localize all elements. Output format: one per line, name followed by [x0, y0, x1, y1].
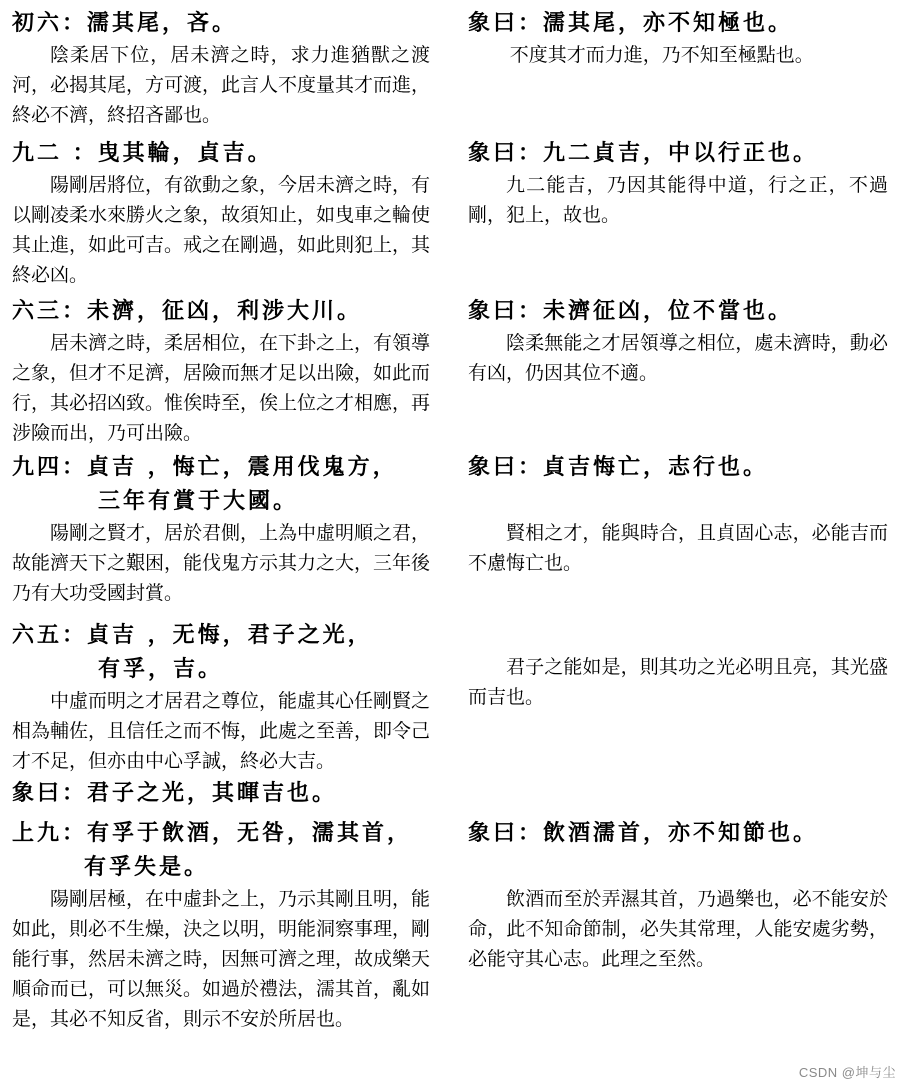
xiang-chu-liu: [468, 6, 888, 70]
yao-jiu-er: [12, 136, 430, 290]
yao-heading-line-2: 有孚，吉。: [98, 656, 224, 682]
yao-heading: 六三：未濟，征凶，利涉大川。: [12, 298, 363, 324]
xiang-jiu-si: [468, 450, 888, 578]
yao-heading: 初六：濡其尾，吝。: [12, 10, 238, 36]
xiang-shang-jiu: [468, 816, 888, 974]
csdn-watermark: CSDN @坤与尘: [798, 1065, 896, 1080]
xiang-heading: 象曰：未濟征凶，位不當也。: [468, 298, 794, 324]
yao-chu-liu: [12, 6, 430, 130]
xiang-liu-wu: [468, 652, 888, 712]
yao-heading: [12, 450, 430, 518]
xiang-commentary: 賢相之才，能與時合，且貞固心志，必能吉而不慮悔亡也。: [468, 522, 888, 574]
yao-commentary: 陽剛之賢才，居於君側，上為中虛明順之君，故能濟天下之艱困，能伐鬼方示其力之大，三年後乃有大功受國封賞。: [12, 522, 431, 604]
yao-heading: [12, 816, 430, 884]
xiang-heading: 象曰：九二貞吉，中以行正也。: [468, 140, 819, 166]
yao-heading-line-1: 上九：有孚于飲酒，无咎，濡其首，: [12, 820, 413, 846]
xiang-heading: 象曰：飲酒濡首，亦不知節也。: [468, 820, 819, 846]
yao-heading-line-2: 有孚失是。: [84, 854, 210, 880]
yao-heading-line-1: 九四：貞吉 ，悔亡，震用伐鬼方，: [12, 454, 398, 480]
xiang-heading: 象曰：君子之光，其暉吉也。: [12, 780, 338, 806]
xiang-commentary: 陰柔無能之才居領導之相位，處未濟時，動必有凶，仍因其位不適。: [468, 332, 888, 384]
yao-commentary: 陽剛居極，在中虛卦之上，乃示其剛且明，能如此，則必不生燥，決之以明，明能洞察事理，剛能行事，然居未濟之時，因無可濟之理，故成樂天順命而已，可以無災。如過於禮法，濡其首，亂如是，其必不知反省，則示不安於所居也。: [12, 888, 431, 1030]
xiang-heading: 象曰：濡其尾，亦不知極也。: [468, 10, 794, 36]
xiang-heading: 象曰：貞吉悔亡，志行也。: [468, 454, 769, 480]
xiang-jiu-er: [468, 136, 888, 230]
yao-commentary: 居未濟之時，柔居相位，在下卦之上，有領導之象，但才不足濟，居險而無才足以出險，如此而行，其必招凶致。惟俟時至，俟上位之才相應，再涉險而出，乃可出險。: [12, 332, 431, 444]
yao-liu-wu: [12, 618, 430, 810]
yao-heading-line-2: 三年有賞于大國。: [98, 488, 299, 514]
yao-commentary: 中虛而明之才居君之尊位，能虛其心任剛賢之相為輔佐，且信任之而不悔，此處之至善，即令己才不足，但亦由中心孚誠，終必大吉。: [12, 690, 431, 772]
xiang-liu-san: [468, 294, 888, 388]
xiang-commentary: 飲酒而至於弄濕其首，乃過樂也，必不能安於命，此不知命節制，必失其常理，人能安處劣勢，必能守其心志。此理之至然。: [468, 888, 888, 970]
yao-heading-line-1: 六五：貞吉 ，无悔，君子之光，: [12, 622, 373, 648]
yao-jiu-si: [12, 450, 430, 608]
yao-commentary: 陰柔居下位，居未濟之時，求力進猶獸之渡河，必揭其尾，方可渡，此言人不度量其才而進，終必不濟，終招吝鄙也。: [12, 44, 431, 126]
xiang-commentary: 君子之能如是，則其功之光必明且亮，其光盛而吉也。: [468, 656, 888, 708]
yao-shang-jiu: [12, 816, 430, 1034]
xiang-commentary: 九二能吉，乃因其能得中道，行之正，不過剛，犯上，故也。: [468, 174, 888, 226]
yao-heading: 九二 ：曳其輪，貞吉。: [12, 140, 273, 166]
yao-commentary: 陽剛居將位，有欲動之象，今居未濟之時，有以剛凌柔水來勝火之象，故須知止，如曳車之輪使其止進，如此可吉。戒之在剛過，如此則犯上，其終必凶。: [12, 174, 431, 286]
yao-liu-san: [12, 294, 430, 448]
yao-heading: [12, 618, 430, 686]
xiang-commentary: 不度其才而力進，乃不知至極點也。: [509, 44, 814, 66]
